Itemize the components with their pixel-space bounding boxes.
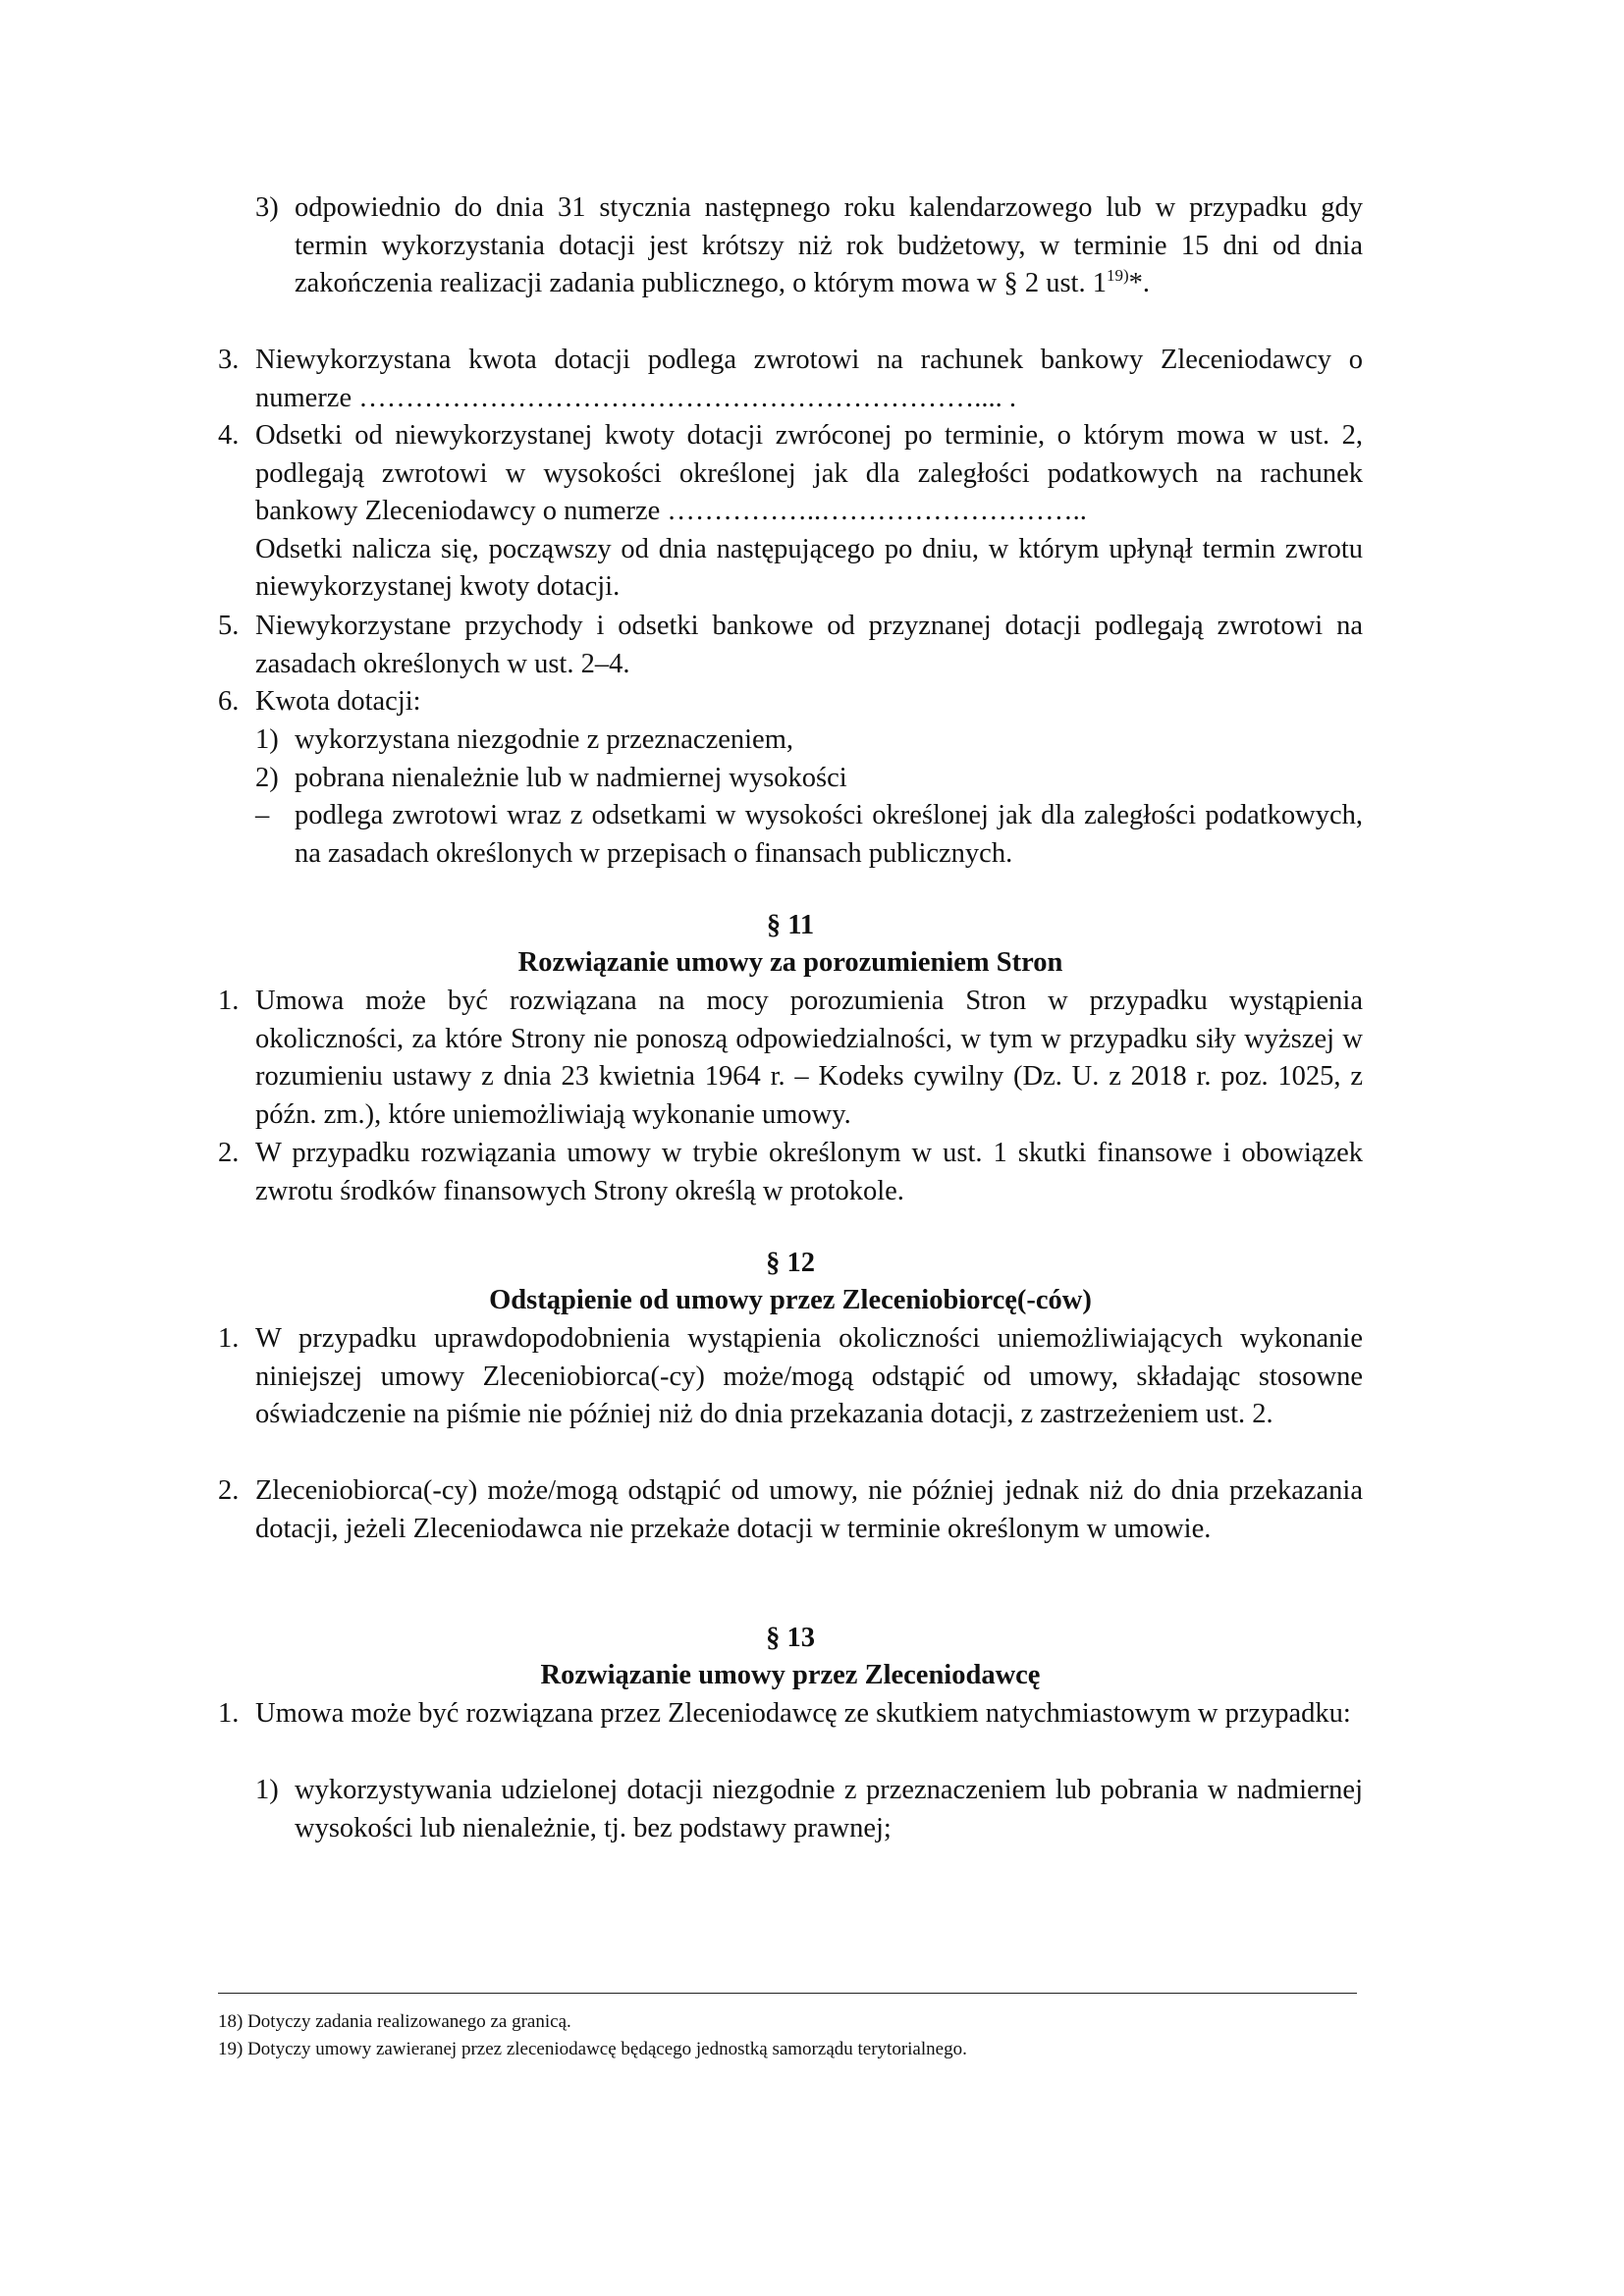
footnote-separator [218, 1993, 1357, 1994]
item-text: odpowiednio do dnia 31 stycznia następnego roku kalendarzowego lub w przypadku gdy termin wykorzystania dotacji jest krótszy niż rok budżetowy, w terminie 15 dni od dnia zakończenia realizacji zadania publicznego, o którym mowa w § 2 ust. 1$^{19)}$*. [295, 192, 1363, 299]
item-number: 2) [255, 763, 279, 793]
list-item [218, 683, 1363, 721]
item-text: Niewykorzystana kwota dotacji podlega zwrotowi na rachunek bankowy Zleceniodawcy o numerze ………………………………………………………….... . [255, 345, 1363, 413]
section-title: Rozwiązanie umowy przez Zleceniodawcę [540, 1660, 1041, 1690]
section-title: Odstąpienie od umowy przez Zleceniobiorcę(-ców) [489, 1285, 1092, 1315]
item-number: 1) [255, 724, 279, 755]
list-item [255, 797, 1363, 873]
list-item [218, 1695, 1363, 1734]
section-number: § 13 [766, 1623, 815, 1653]
item-number: 1. [218, 986, 240, 1016]
item-text: Niewykorzystane przychody i odsetki bankowe od przyznanej dotacji podlegają zwrotowi na zasadach określonych w ust. 2–4. [255, 611, 1363, 679]
item-text: wykorzystywania udzielonej dotacji niezgodnie z przeznaczeniem lub pobrania w nadmiernej wysokości lub nienależnie, tj. bez podstawy prawnej; [295, 1775, 1363, 1843]
list-item [255, 760, 1363, 798]
item-number: 5. [218, 611, 240, 641]
item-number: 2. [218, 1475, 240, 1506]
item-number: 1. [218, 1698, 240, 1729]
item-number: 3) [255, 192, 279, 223]
section-number: § 12 [766, 1248, 815, 1278]
list-item [218, 417, 1363, 607]
list-item [218, 1472, 1363, 1548]
item-text: W przypadku uprawdopodobnienia wystąpienia okoliczności uniemożliwiających wykonanie niniejszej umowy Zleceniobiorca(-cy) może/mogą odstąpić od umowy, składając stosowne oświadczenie na piśmie nie później niż do dnia przekazania dotacji, z zastrzeżeniem ust. 2. [255, 1323, 1363, 1430]
item-number: 3. [218, 345, 240, 375]
list-item [255, 1772, 1363, 1847]
item-number: 1. [218, 1323, 240, 1354]
item-text: podlega zwrotowi wraz z odsetkami w wysokości określonej jak dla zaległości podatkowych, na zasadach określonych w przepisach o finansach publicznych. [295, 800, 1363, 869]
item-text: Zleceniobiorca(-cy) może/mogą odstąpić od umowy, nie później jednak niż do dnia przekazania dotacji, jeżeli Zleceniodawca nie przekaże dotacji w terminie określonym w umowie. [255, 1475, 1363, 1544]
item-number: 4. [218, 420, 240, 451]
section-title: Rozwiązanie umowy za porozumieniem Stron [517, 947, 1063, 978]
item-text: Umowa może być rozwiązana przez Zleceniodawcę ze skutkiem natychmiastowym w przypadku: [255, 1698, 1351, 1729]
list-item [218, 608, 1363, 683]
list-item [255, 721, 1363, 760]
list-item [218, 342, 1363, 417]
list-item [218, 1135, 1363, 1210]
section-number: § 11 [766, 910, 815, 940]
item-text: W przypadku rozwiązania umowy w trybie określonym w ust. 1 skutki finansowe i obowiązek zwrotu środków finansowych Strony określą w protokole. [255, 1138, 1363, 1206]
item-text: wykorzystana niezgodnie z przeznaczeniem, [295, 724, 793, 755]
item-number: 6. [218, 686, 240, 717]
item-number: 1) [255, 1775, 279, 1805]
item-text: pobrana nienależnie lub w nadmiernej wysokości [295, 763, 847, 793]
footnote: 18) Dotyczy zadania realizowanego za granicą. [218, 2011, 571, 2032]
item-number: 2. [218, 1138, 240, 1168]
item-text: Odsetki od niewykorzystanej kwoty dotacji zwróconej po terminie, o którym mowa w ust. 2, podlegają zwrotowi w wysokości określonej jak dla zaległości podatkowych na rachunek bankowy Zleceniodawcy o numerze ……………..……………………….. Odsetki nalicza się, począwszy od dnia następującego po dniu, w którym upłynął termin zwrotu niewykorzystanej kwoty dotacji. [255, 420, 1363, 603]
footnote-ref: 19) [1106, 266, 1129, 286]
item-text: Umowa może być rozwiązana na mocy porozumienia Stron w przypadku wystąpienia okoliczności, za które Strony nie ponoszą odpowiedzialności, w tym w przypadku siły wyższej w rozumieniu ustawy z dnia 23 kwietnia 1964 r. – Kodeks cywilny (Dz. U. z 2018 r. poz. 1025, z późn. zm.), które uniemożliwiają wykonanie umowy. [255, 986, 1363, 1130]
list-item [218, 983, 1363, 1134]
list-item [255, 189, 1363, 306]
footnote: 19) Dotyczy umowy zawieranej przez zleceniodawcę będącego jednostką samorządu terytorialnego. [218, 2039, 967, 2059]
item-text: Kwota dotacji: [255, 686, 421, 717]
dash-marker: – [255, 800, 270, 830]
list-item [218, 1320, 1363, 1434]
